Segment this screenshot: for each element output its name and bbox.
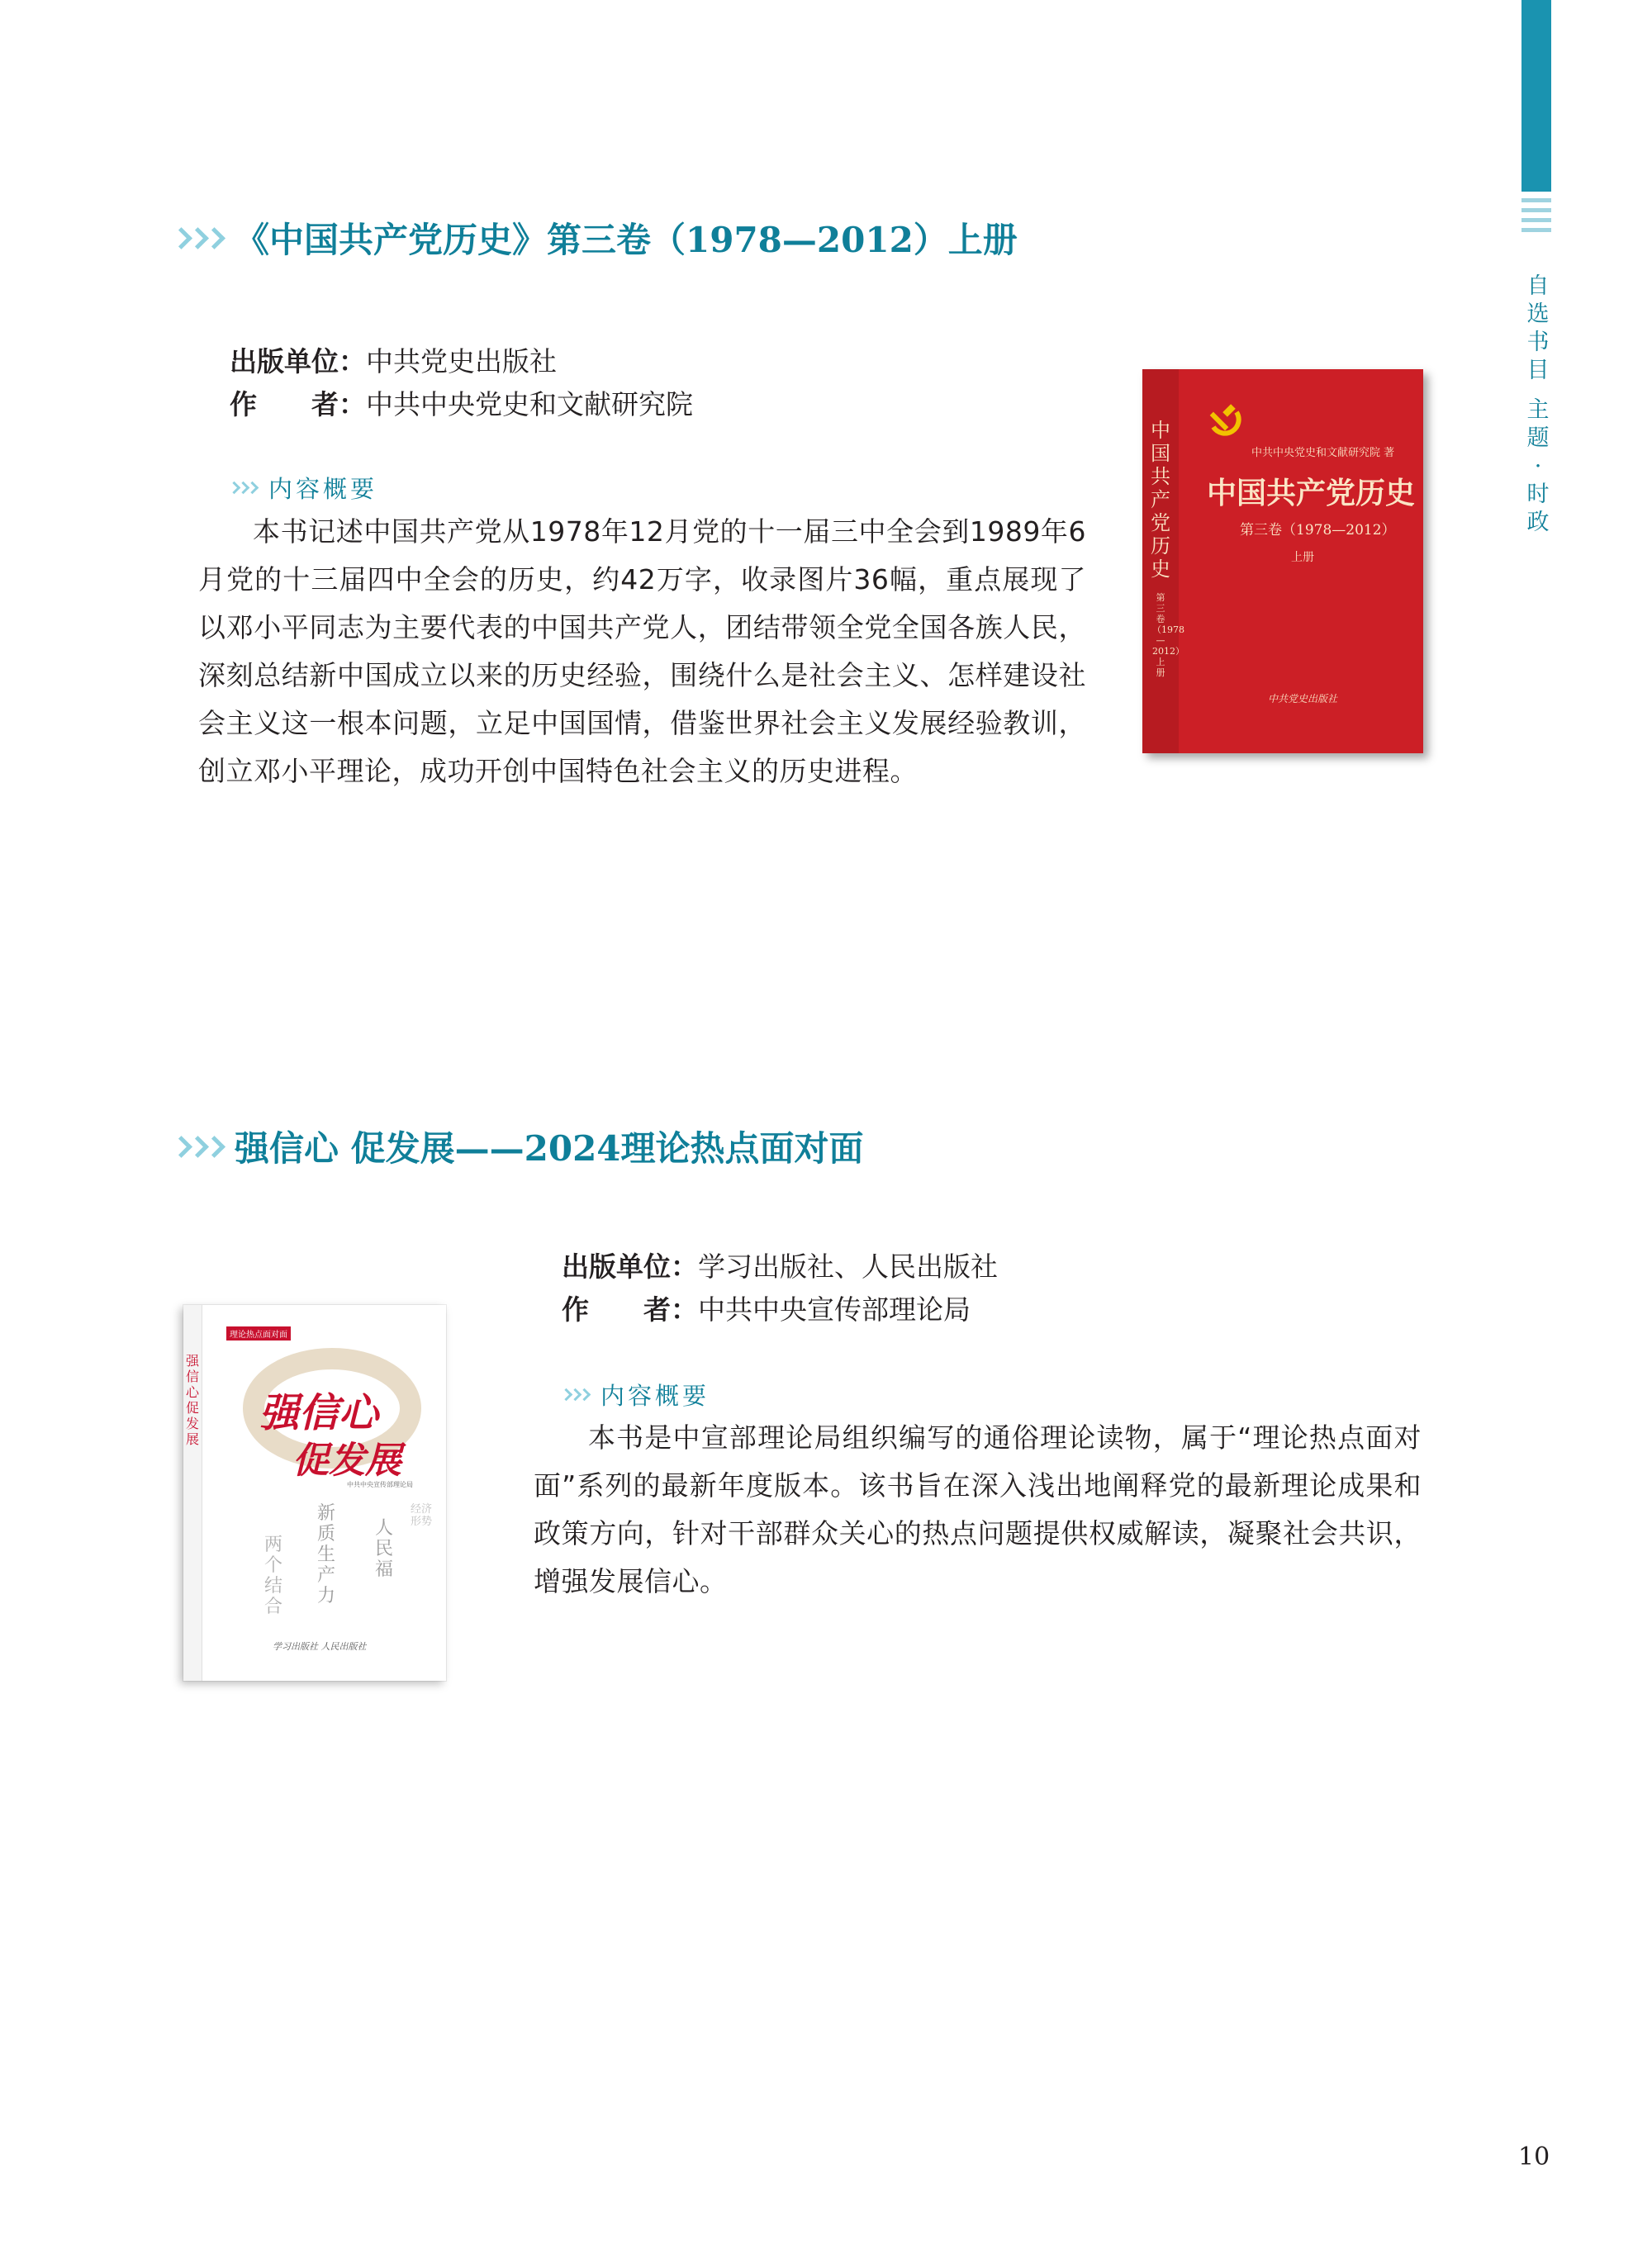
side-tab-char: 选 [1526,301,1550,327]
book-2-author-row [562,1288,998,1331]
book-1-cover-volume: 第三卷（1978—2012） [1240,522,1396,539]
side-tab-char: 自 [1526,273,1550,299]
book-1-meta [230,340,693,426]
book-2-title-text: 强信心 促发展——2024理论热点面对面 [235,1128,864,1169]
chevron-right-icon [562,1390,589,1399]
side-tab-stripes [1521,198,1551,232]
side-tab-bar [1521,0,1551,192]
book-1-spine-sub: 第三卷（1978—2012）上册 [1152,592,1184,678]
side-tab-char: 目 [1526,358,1550,383]
book-1-cover-editor: 中共中央党史和文献研究院 著 [1251,447,1395,459]
book-1-spine-title: 中国共产党历史 [1151,419,1170,581]
book-2-cover-col1: 新质生产力 [316,1503,335,1606]
side-tab-label [1521,273,1555,537]
book-2-cover-issuer: 中共中央宣传部理论局 [347,1481,413,1488]
publisher-value: 中共党史出版社 [366,345,557,377]
side-tab-char: 题 [1526,425,1550,451]
book-2-publisher-row [562,1246,998,1288]
book-2-cover-col2: 人民福 [374,1518,393,1580]
side-tab-char: 政 [1526,510,1550,535]
book-2-summary: 本书是中宣部理论局组织编写的通俗理论读物，属于“理论热点面对面”系列的最新年度版本。该书旨在深入浅出地阐释党的最新理论成果和政策方向，针对干部群众关心的热点问题提供权威解读，凝聚社会共识，增强发展信心。 [534,1421,1422,1597]
book-2-cover-publishers: 学习出版社 人民出版社 [273,1641,367,1652]
book-1-summary-heading [230,471,377,505]
author-label: 作 者： [562,1293,698,1326]
side-tab-char: 书 [1526,330,1550,355]
book-2-cover-col4: 经济形势 [411,1503,433,1528]
book-1-publisher-row [230,340,693,383]
summary-heading-text: 内容概要 [268,475,378,503]
book-2-cover-title-2: 促发展 [292,1440,401,1482]
chevron-right-icon [230,483,257,492]
chevron-right-icon [173,1139,223,1155]
publisher-label: 出版单位： [562,1250,698,1283]
summary-heading-text: 内容概要 [601,1382,710,1410]
book-2-cover-col3: 两个结合 [263,1535,282,1617]
side-tab-char: · [1534,453,1542,479]
book-1-cover-title: 中国共产党历史 [1207,476,1416,510]
side-tab-char: 主 [1526,397,1550,423]
book-2-spine-title: 强信心 促发展 [185,1353,199,1447]
publisher-value: 学习出版社、人民出版社 [698,1250,998,1283]
author-value: 中共中央宣传部理论局 [698,1293,971,1326]
book-2-cover-title-1: 强信心 [259,1390,379,1436]
page-number: 10 [1518,2142,1550,2171]
book-2-title [173,1122,864,1171]
book-2-meta [562,1246,998,1331]
book-2-summary-heading [562,1378,710,1412]
book-1-title-text: 《中国共产党历史》第三卷（1978—2012）上册 [235,220,1018,260]
chevron-right-icon [173,230,223,246]
side-tab-char: 时 [1526,482,1550,507]
book-2-series-badge: 理论热点面对面 [226,1326,291,1341]
book-1-author-row [230,383,693,426]
author-value: 中共中央党史和文献研究院 [366,388,693,420]
hammer-sickle-icon [1207,402,1243,439]
book-1-cover-part: 上册 [1291,551,1314,564]
book-1-title [173,213,1018,263]
publisher-label: 出版单位： [230,345,366,377]
book-1-summary: 本书记述中国共产党从1978年12月党的十一届三中全会到1989年6月党的十三届四中全会的历史，约42万字，收录图片36幅，重点展现了以邓小平同志为主要代表的中国共产党人，团结带领全党全国各族人民，深刻总结新中国成立以来的历史经验，围绕什么是社会主义、怎样建设社会主义这一根本问题，立足中国国情，借鉴世界社会主义发展经验教训，创立邓小平理论，成功开创中国特色社会主义的历史进程。 [198,515,1086,787]
book-2-cover [183,1305,446,1681]
book-1-cover-publisher: 中共党史出版社 [1268,693,1338,705]
author-label: 作 者： [230,388,366,420]
book-1-cover [1142,369,1423,753]
